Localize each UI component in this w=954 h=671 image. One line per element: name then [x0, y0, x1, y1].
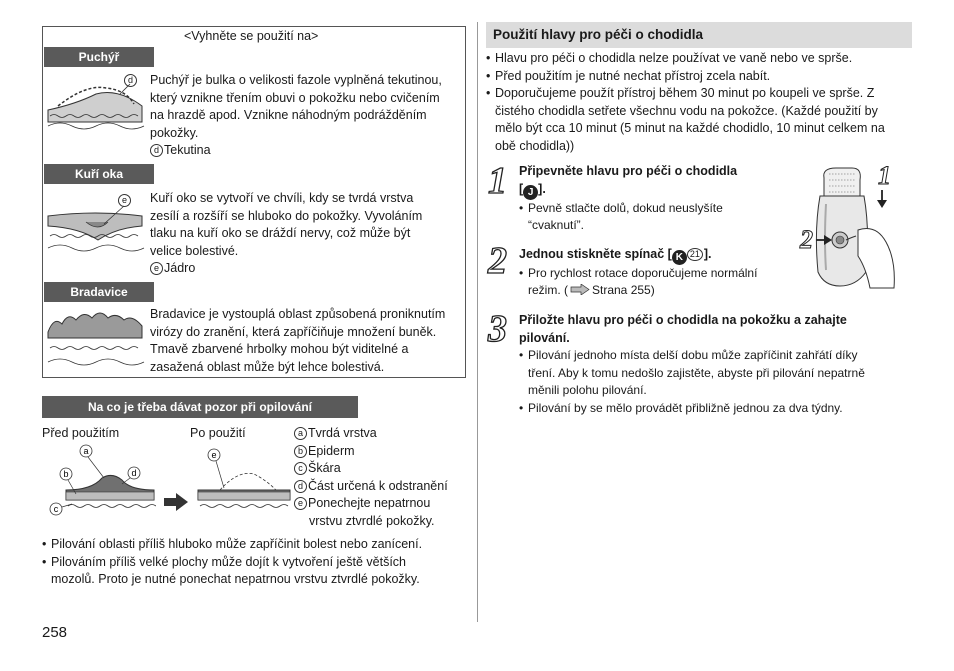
step-2-bullet: • Pro rychlost rotace doporučujeme normální [519, 265, 794, 282]
legend-text: Část určená k odstranění [308, 478, 448, 493]
intro-bullet-cont: čistého chodidla setřete všechnu vodu na pokožce. (Každé použití by [495, 103, 878, 118]
warts-text [150, 306, 465, 376]
warts-line: virózy do zranění, která zapříčiňuje množení buněk. [150, 324, 437, 339]
blister-line: Puchýř je bulka o velikosti fazole vyplněná tekutinou, [150, 73, 442, 87]
marker-e: e [118, 194, 131, 207]
tag-blister: Puchýř [44, 47, 154, 67]
step-3-title: Přiložte hlavu pro péči o chodidla na pokožku a zahajte [519, 313, 847, 327]
tag-filing-caution: Na co je třeba dávat pozor při opilování [42, 396, 358, 418]
warts-line: zasažená oblast může být lehce bolestivá. [150, 359, 385, 374]
step-1-bullet: • Pevně stlačte dolů, dokud neuslyšíte [519, 200, 789, 217]
note-item: • Pilováním příliš velké plochy může dojít k vytvoření ještě větších [42, 554, 468, 572]
warts-line: Bradavice je vystouplá oblast způsobená proniknutím [150, 307, 446, 321]
legend-text: Škára [308, 461, 341, 475]
step-2-number: 2 [488, 240, 507, 282]
arrow-right-icon [162, 492, 190, 512]
blister-marker-label [150, 142, 465, 160]
step-3-title-cont: pilování. [519, 330, 570, 345]
tag-warts: Bradavice [44, 282, 154, 302]
intro-bullet-cont: obě chodidla)) [495, 138, 575, 153]
step-2 [519, 246, 794, 299]
intro-bullet: • Doporučujeme použít přístroj během 30 minut po koupeli ve sprše. Z [486, 85, 914, 103]
corns-marker-label [150, 260, 465, 278]
marker-d: d [124, 74, 137, 87]
fluid-label: Tekutina [164, 143, 211, 157]
column-divider [477, 22, 478, 622]
svg-text:e: e [211, 450, 217, 460]
legend-text: vrstvu ztvrdlé pokožky. [309, 513, 435, 528]
step-3-bullet: • Pilování by se mělo provádět přibližně jednou za dva týdny. [519, 400, 919, 418]
legend-text: Ponechejte nepatrnou [308, 496, 431, 510]
page-ref-link[interactable]: Strana 255) [592, 283, 655, 297]
after-illustration [194, 440, 294, 520]
section-heading: Použití hlavy pro péči o chodidla [486, 22, 912, 48]
blister-line: který vznikne třením obuvi o pokožku nebo cvičením [150, 90, 440, 105]
legend-text: Epiderm [308, 443, 355, 458]
step-3 [519, 312, 919, 417]
svg-text:c: c [53, 504, 59, 514]
after-label: Po použití [190, 426, 246, 440]
legend-item [294, 443, 466, 461]
corn-illustration [46, 192, 146, 252]
step-3-bullet-cont: měnili polohu pilování. [528, 383, 647, 397]
filing-notes [42, 536, 468, 589]
step-1-number: 1 [488, 160, 507, 202]
step-2-title-text: Jednou stiskněte spínač [ [519, 247, 672, 261]
marker-d-icon: d [150, 144, 163, 157]
ref-text: režim. ( [528, 283, 568, 297]
corns-line: velice bolestivé. [150, 243, 239, 258]
legend-item [294, 513, 466, 531]
part-k-icon: K [672, 250, 687, 265]
legend-item [294, 495, 466, 513]
core-label: Jádro [164, 261, 196, 275]
blister-line: na hrazdě apod. Vznikne náhodným podrážděním [150, 108, 427, 122]
marker-e-icon: e [150, 262, 163, 275]
svg-text:b: b [63, 469, 69, 479]
corns-line: Kuří oko se vytvoří ve chvíli, kdy se tvrdá vrstva [150, 191, 414, 205]
wart-illustration [46, 308, 146, 370]
intro-bullet-cont: mělo být cca 10 minut (5 minut na každé chodidlo, 10 minut celkem na [495, 121, 885, 135]
figure-label-1: 1 [878, 161, 891, 190]
corns-line: tlaku na kuří oko se dráždí nervy, což může být [150, 226, 411, 240]
marker-c-icon: c [294, 462, 307, 475]
step-3-number: 3 [488, 308, 507, 350]
figure-label-2: 2 [800, 225, 813, 254]
legend-text: Tvrdá vrstva [308, 426, 377, 440]
step-3-bullet: • Pilování jednoho místa delší dobu může zapříčinit zahřátí díky [519, 347, 919, 365]
step-1-title: Připevněte hlavu pro péči o chodidla [519, 164, 738, 178]
avoid-heading: <Vyhněte se použití na> [184, 29, 319, 43]
tag-corns: Kuří oka [44, 164, 154, 184]
intro-bullet: • Před použitím je nutné nechat přístroj zcela nabít. [486, 68, 914, 86]
step-1-title-line2 [519, 181, 789, 200]
marker-b-icon: b [294, 445, 307, 458]
note-item-cont: mozolů. Proto je nutné ponechat nepatrnou vrstvu ztvrdlé pokožky. [51, 572, 420, 586]
legend-item [294, 478, 466, 496]
page-reference-arrow-icon [570, 284, 590, 295]
corns-text [150, 190, 465, 278]
blister-line: pokožky. [150, 125, 199, 140]
step-2-title [519, 246, 794, 265]
note-item: • Pilování oblasti příliš hluboko může zapříčinit bolest nebo zanícení. [42, 536, 468, 554]
intro-bullets [486, 50, 914, 155]
blister-text [150, 72, 465, 160]
svg-text:a: a [83, 446, 89, 456]
before-label: Před použitím [42, 426, 120, 440]
bracket: ]. [703, 247, 712, 261]
step-1-bullet-cont: “cvaknutí”. [528, 217, 585, 232]
part-21-icon: 21 [687, 248, 703, 261]
corns-line: zesílí a rozšíří se hluboko do pokožky. Vyvoláním [150, 208, 423, 223]
bracket: ]. [538, 181, 546, 196]
legend-item [294, 425, 466, 443]
page-number: 258 [42, 624, 68, 641]
marker-a-icon: a [294, 427, 307, 440]
intro-bullet: • Hlavu pro péči o chodidla nelze používat ve vaně nebo ve sprše. [486, 50, 914, 68]
warts-line: Tmavě zbarvené hrbolky mohou být viditelné a [150, 342, 409, 356]
part-j-icon: J [523, 185, 538, 200]
svg-text:d: d [131, 468, 137, 478]
filing-legend [294, 425, 466, 530]
step-3-bullet-cont: tření. Aby k tomu nedošlo zajistěte, abyste při pilování nepatrně [528, 365, 865, 380]
marker-d-icon: d [294, 480, 307, 493]
marker-e-icon: e [294, 497, 307, 510]
foot-care-device-illustration [796, 160, 916, 292]
bracket: [ [519, 181, 524, 196]
before-illustration [46, 440, 156, 520]
step-1 [519, 163, 789, 234]
step-2-bullet-cont [519, 282, 794, 299]
legend-item [294, 460, 466, 478]
